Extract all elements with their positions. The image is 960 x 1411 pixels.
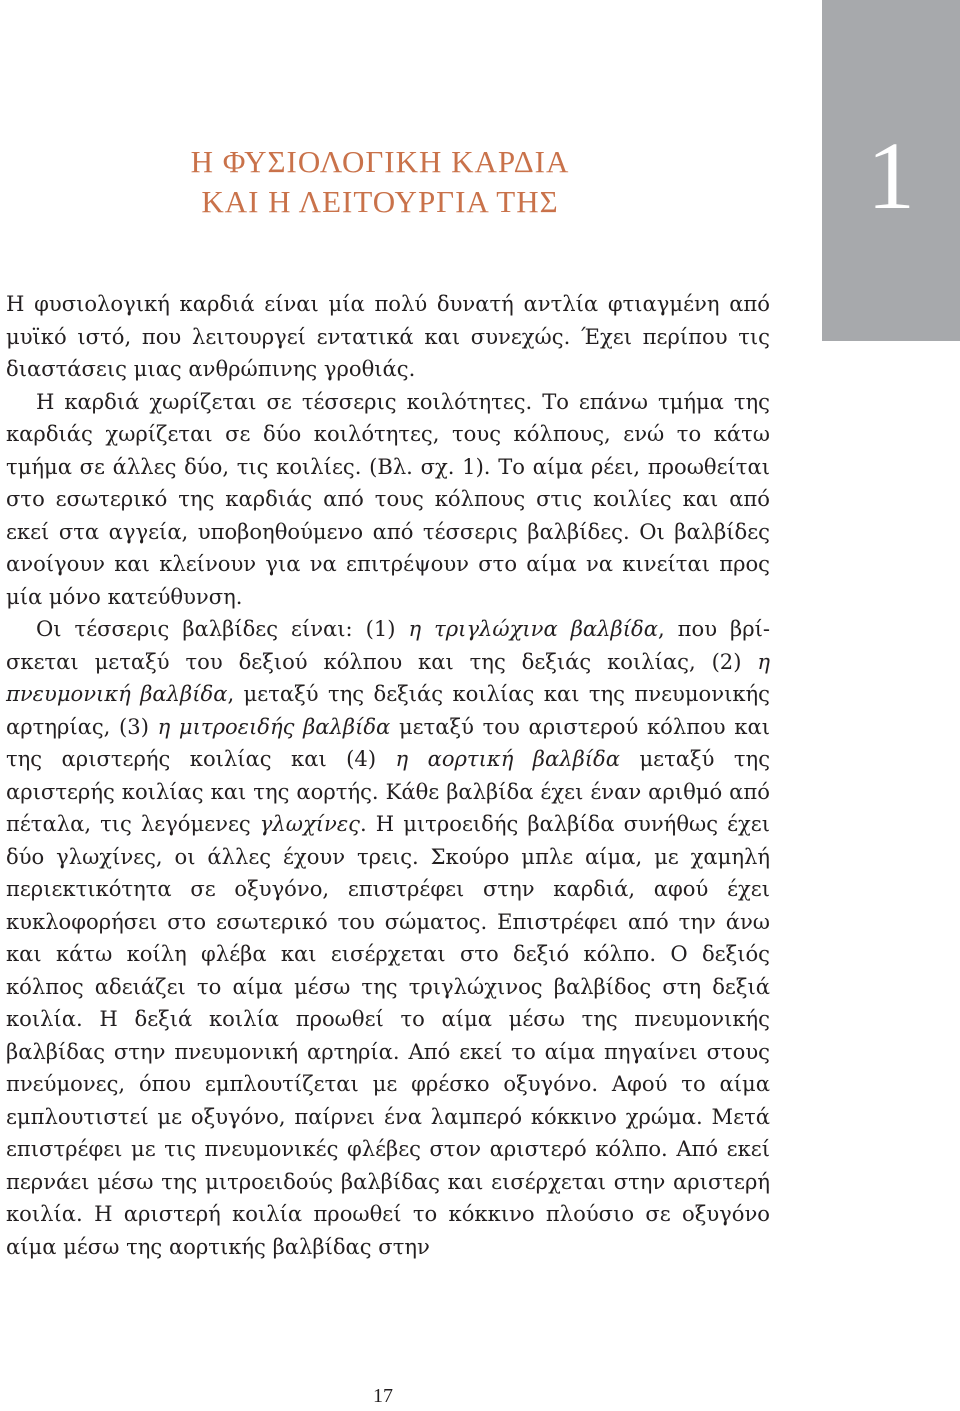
text-run: μεταξύ της αριστερής κοιλίας και της αορτής. Κάθε βαλβίδα έχει έναν αριθμό από πέταλα, τις λεγόμενες [6, 746, 771, 836]
term-cusps: γλωχίνες [259, 811, 360, 836]
paragraph-3 [6, 613, 770, 1263]
paragraph-1: Η φυσιολογική καρδιά είναι μία πολύ δυνατή αντλία φτιαγμένη από μυϊκό ιστό, που λειτουργεί εντατικά και συνεχώς. Έχει περίπου τις διαστάσεις μιας ανθρώπινης γροθιάς. [6, 291, 770, 381]
chapter-title [0, 142, 760, 222]
chapter-title-line-2: ΚΑΙ Η ΛΕΙΤΟΥΡΓΙΑ ΤΗΣ [201, 184, 559, 219]
paragraph-2: Η καρδιά χωρίζεται σε τέσσερις κοιλότητες. Το επάνω τμήμα της καρδιάς χωρίζεται σε δύο κοιλότητες, τους κόλπους, ενώ το κάτω τμήμα σε άλλες δύο, τις κοιλίες. (Βλ. σχ. 1). Το αίμα ρέει, προωθείται στο εσωτερικό της καρδιάς από τους κόλπους στις κοιλίες και από εκεί στα αγγεία, υποβοηθούμενο από τέσσερις βαλβίδες. Οι βαλβίδες ανοίγουν και κλείνουν για να επιτρέψουν στο αίμα να κινείται προς μία μόνο κατεύθυνση. [6, 388, 770, 609]
text-run: , μεταξύ της δεξιάς κοιλίας και της πνευμονικής αρτηρίας, (3) [6, 681, 770, 739]
text-run: . Η μιτροειδής βαλβίδα συνήθως έχει δύο γλωχίνες, οι άλλες έχουν τρεις. Σκούρο μπλε αίμα, με χαμηλή περιεκτικότητα σε οξυγόνο, επιστρέφει στην καρδιά, αφού έχει κυκλοφορήσει στο εσωτερικό του σώματος. Επιστρέφει από την άνω και κάτω κοίλη φλέβα και εισέρχεται στο δεξιό κόλπο. Ο δεξιός κόλπος αδειάζει το αίμα μέσω της τριγλώχινος βαλβίδος στη δεξιά κοιλία. Η δεξιά κοιλία προωθεί το αίμα μέσω της πνευμονικής βαλβίδας στην πνευμονική αρτηρία. Από εκεί το αίμα πηγαίνει στους πνεύμονες, όπου εμπλουτίζεται με φρέσκο οξυγόνο. Αφού το αίμα εμπλουτιστεί με οξυγόνο, παίρνει ένα λαμπερό κόκκινο χρώμα. Μετά επιστρέφει με τις πνευμονικές φλέβες στον αριστερό κόλπο. Από εκεί περνάει μέσω της μιτροειδούς βαλβίδας και εισέρχεται στην αριστερή κοιλία. Η αριστερή κοιλία προωθεί το κόκκινο πλούσιο σε οξυγόνο αίμα μέσω της αορτικής βαλβίδας στην [6, 811, 771, 1259]
chapter-title-line-1: Η ΦΥΣΙΟΛΟΓΙΚΗ ΚΑΡΔΙΑ [190, 144, 570, 179]
text-run: Οι τέσσερις βαλβίδες είναι: (1) [36, 616, 409, 641]
term-tricuspid-valve: η τριγλώχινα βαλβίδα [408, 616, 658, 641]
text-run: , που βρίσκεται μεταξύ του δεξιού κόλπου και της δεξιάς κοιλίας, (2) [6, 616, 771, 674]
text-run: μεταξύ του αριστερού κόλπου και της αριστερής κοιλίας και (4) [6, 713, 770, 771]
page-number: 17 [373, 1385, 393, 1407]
term-pulmonary-valve: η πνευμονική βαλβίδα [6, 648, 770, 706]
chapter-number: 1 [867, 122, 915, 229]
chapter-tab [822, 0, 960, 341]
body-text [6, 288, 770, 1263]
term-mitral-valve: η μιτροειδής βαλβίδα [157, 713, 391, 739]
term-aortic-valve: η αορτική βαλβίδα [395, 746, 621, 771]
